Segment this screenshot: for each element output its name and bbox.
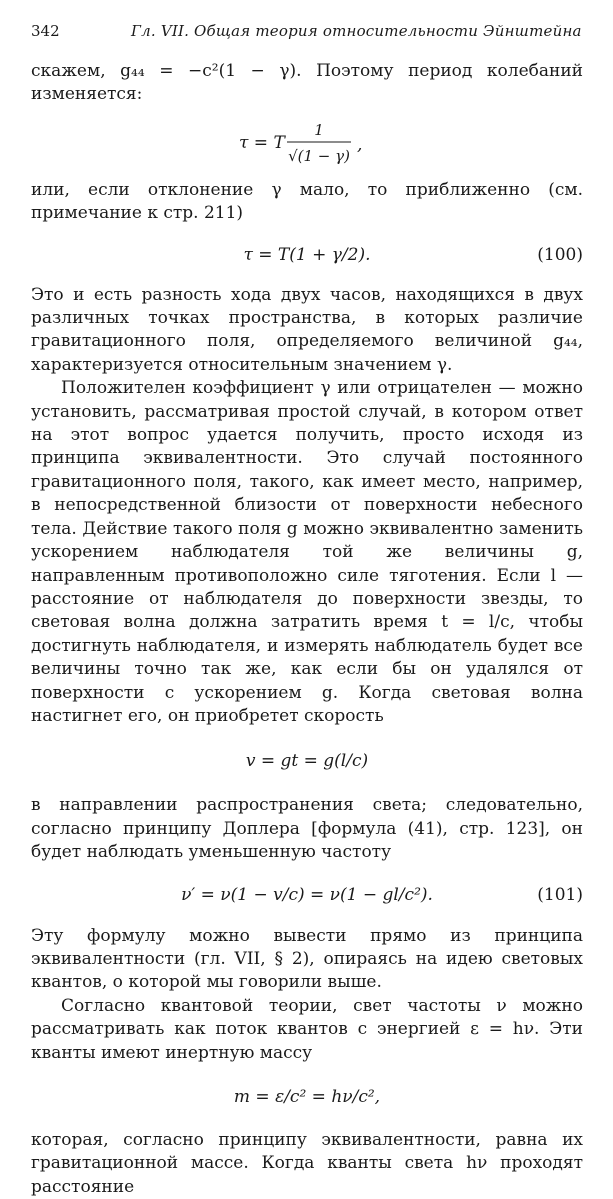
eq-tau-comma: , bbox=[357, 134, 363, 155]
page-header bbox=[31, 20, 583, 42]
equation-tau-exact-svg bbox=[237, 113, 377, 173]
running-title: Гл. VII. Общая теория относительности Эйнштейна bbox=[131, 22, 582, 40]
equation-velocity bbox=[31, 734, 583, 788]
paragraph-5: в направлении распространения света; следовательно, согласно принципу Доплера [формула (41), стр. 123], он будет наблюдать уменьшенную частоту bbox=[31, 795, 583, 863]
eq-tau-denominator: √(1 − γ) bbox=[288, 146, 350, 165]
paragraph-2: или, если отклонение γ мало, то приближенно (см. примечание к стр. 211) bbox=[31, 179, 583, 224]
paragraph-8: которая, согласно принципу эквивалентности, равна их гравитационной массе. Когда кванты света hν проходят расстояние bbox=[31, 1130, 583, 1197]
equation-101-text: ν′ = ν(1 − v/c) = ν(1 − gl/c²). bbox=[181, 884, 433, 905]
equation-tau-exact bbox=[31, 113, 583, 173]
equation-101 bbox=[31, 871, 583, 919]
paragraph-3: Это и есть разность хода двух часов, находящихся в двух различных точках пространства, в которых различие гравитационного поля, определяемого величиной g₄₄, характеризуется относительным значением γ. bbox=[31, 284, 583, 375]
equation-mass-text: m = ε/c² = hν/c², bbox=[233, 1087, 381, 1107]
equation-100-number: (100) bbox=[537, 244, 583, 265]
equation-velocity-text: v = gt = g(l/c) bbox=[245, 751, 369, 772]
equation-100 bbox=[31, 232, 583, 278]
equation-mass bbox=[31, 1071, 583, 1123]
eq-tau-numerator: 1 bbox=[314, 120, 324, 139]
page-body bbox=[31, 60, 583, 1199]
paragraph-4: Положителен коэффициент γ или отрицателен — можно установить, рассматривая простой случай, в котором ответ на этот вопрос удается получить, просто исходя из принципа эквивалентности. Это случай постоянного гравитационного поля, такого, как имеет место, например, в непосредственной близости от поверхности небесного тела. Действие такого поля g можно эквивалентно заменить ускорением наблюдателя той же величины g, направленным противоположно силе тяготения. Если l — расстояние от наблюдателя до поверхности звезды, то световая волна должна затратить время t = l/c, чтобы достигнуть наблюдателя, и измерять наблюдатель будет все величины точно так же, как если бы он удалялся от поверхности с ускорением g. Когда световая волна настигнет его, он приобретет скорость bbox=[31, 378, 583, 726]
equation-100-text: τ = T(1 + γ/2). bbox=[243, 244, 371, 265]
equation-101-number: (101) bbox=[537, 884, 583, 905]
page-number: 342 bbox=[31, 22, 60, 40]
eq-tau-lhs: τ = T bbox=[239, 132, 285, 153]
paragraph-1: скажем, g₄₄ = −c²(1 − γ). Поэтому период колебаний изменяется: bbox=[31, 61, 583, 105]
paragraph-6: Эту формулу можно вывести прямо из принципа эквивалентности (гл. VII, § 2), опираясь на идею световых квантов, о которой мы говорили выше. bbox=[31, 925, 583, 993]
book-page bbox=[31, 20, 583, 1199]
paragraph-7: Согласно квантовой теории, свет частоты ν можно рассматривать как поток квантов с энергией ε = hν. Эти кванты имеют инертную массу bbox=[31, 995, 583, 1063]
